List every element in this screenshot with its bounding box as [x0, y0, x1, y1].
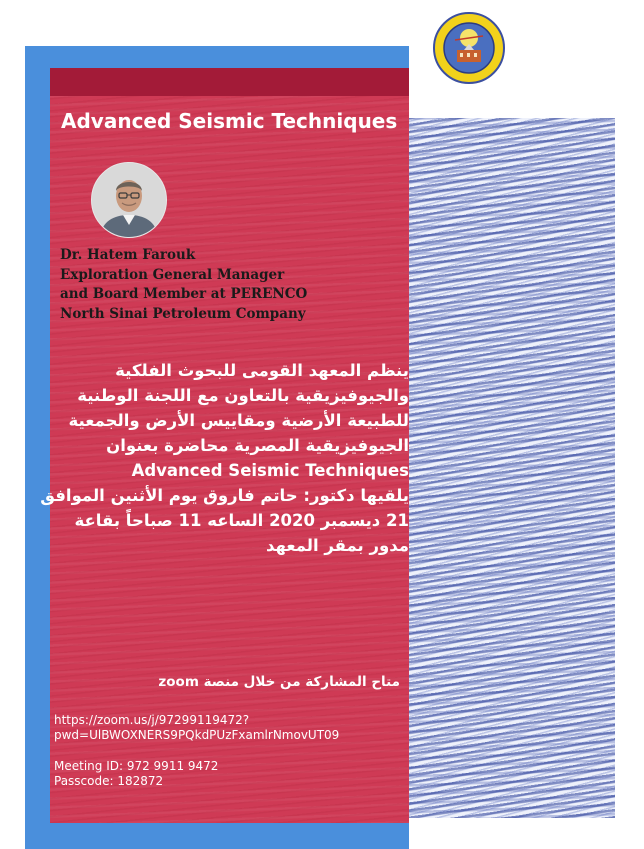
lecture-title-english: Advanced Seismic Techniques: [131, 461, 409, 480]
arabic-announcement: [40, 358, 409, 558]
speaker-photo: [91, 162, 167, 238]
poster-title: Advanced Seismic Techniques: [61, 109, 398, 133]
meeting-id: Meeting ID: 972 9911 9472: [54, 759, 219, 773]
arabic-line: يلقيها دكتور: حاتم فاروق يوم الأثنين الموافق: [40, 486, 409, 505]
card-top-band: [50, 68, 409, 96]
arabic-line: الجيوفيزيقية المصرية محاضرة بعنوان: [106, 436, 409, 455]
zoom-link-password[interactable]: pwd=UlBWOXNERS9PQkdPUzFxamlrNmovUT09: [54, 728, 340, 742]
arabic-line: للطبيعة الأرضية ومقاييس الأرض والجمعية: [68, 411, 409, 430]
speaker-role-line2: and Board Member at PERENCO: [60, 286, 308, 302]
speaker-name: Dr. Hatem Farouk: [60, 247, 196, 263]
zoom-link[interactable]: https://zoom.us/j/97299119472?: [54, 713, 250, 727]
zoom-availability-note: متاح المشاركة من خلال منصة zoom: [158, 674, 400, 690]
passcode: Passcode: 182872: [54, 774, 164, 788]
institute-seal-icon: [433, 12, 505, 84]
speaker-role-line1: Exploration General Manager: [60, 266, 285, 283]
arabic-line: 21 ديسمبر 2020 الساعه 11 صباحاً بقاعة: [74, 511, 409, 530]
speaker-block: [60, 246, 307, 324]
meeting-details: [54, 713, 339, 789]
poster-card: [40, 68, 409, 823]
arabic-line: مدور بمقر المعهد: [265, 536, 409, 555]
speaker-company: North Sinai Petroleum Company: [60, 305, 306, 322]
arabic-line: ينظم المعهد القومى للبحوث الفلكية: [115, 361, 409, 380]
seismic-section-image: [400, 118, 615, 818]
arabic-line: والجيوفيزيقية بالتعاون مع اللجنة الوطنية: [77, 386, 409, 405]
